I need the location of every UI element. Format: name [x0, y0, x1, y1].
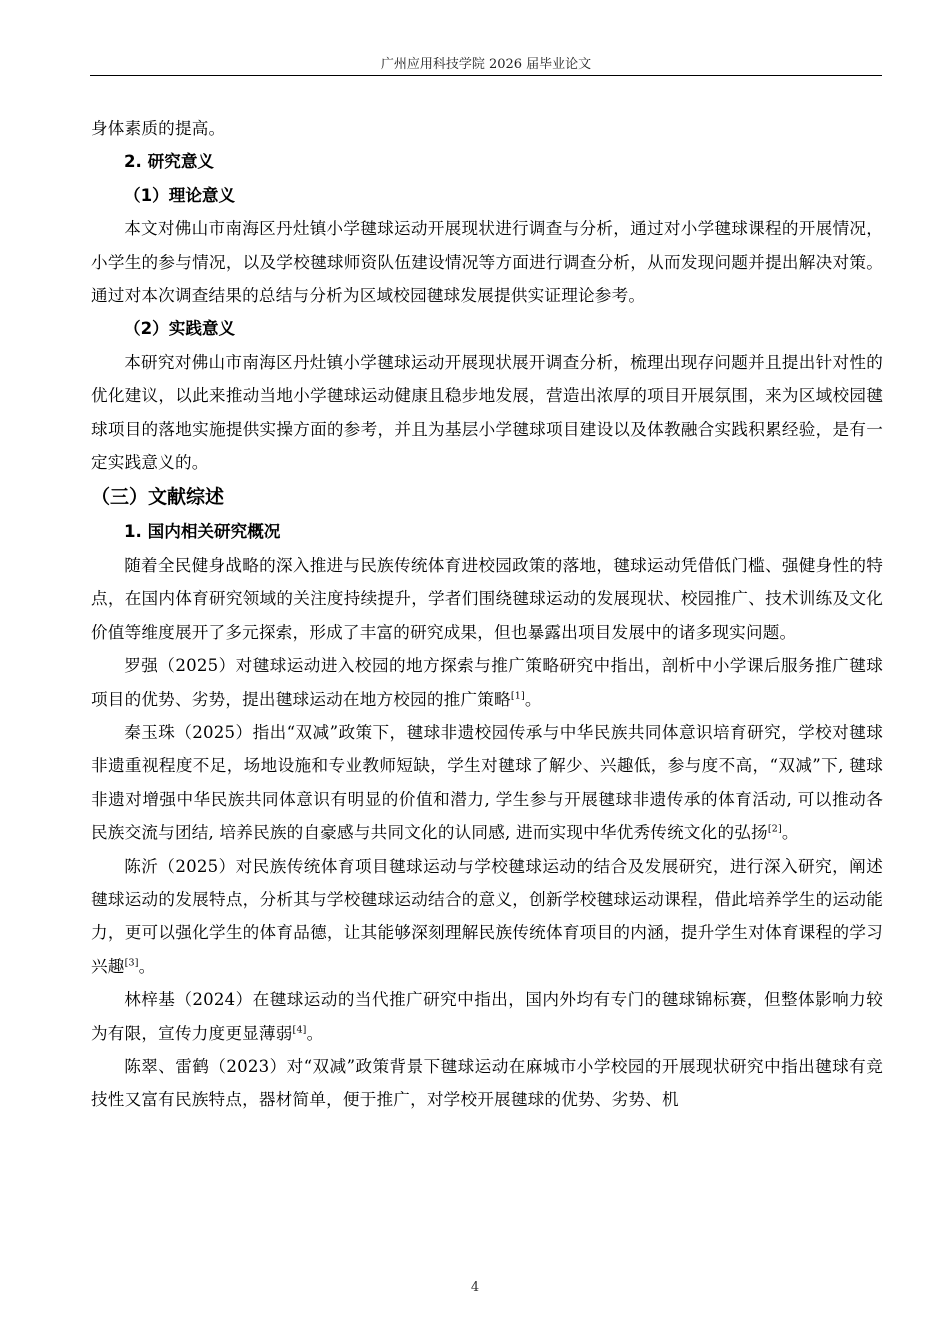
paragraph-practical-significance: 本研究对佛山市南海区丹灶镇小学毽球运动开展现状展开调查分析，梳理出现存问题并且提出针对性的优化建议，以此来推动当地小学毽球运动健康且稳步地发展，营造出浓厚的项目开展氛围，来为区域校园毽球项目的落地实施提供实操方面的参考，并且为基层小学毽球项目建设以及体教融合实践积累经验，是有一定实践意义的。	[91, 352, 883, 473]
paragraph-reference-2	[91, 716, 883, 850]
citation-4: [4]	[292, 1024, 307, 1036]
reference-2-text: 秦玉珠（2025）指出“双减”政策下，毽球非遗校园传承与中华民族共同体意识培育研究，学校对毽球非遗重视程度不足，场地设施和专业教师短缺，学生对毽球了解少、兴趣低，参与度不高，“双减”下, 毽球非遗对增强中华民族共同体意识有明显的价值和潜力, 学生参与开展毽球非遗传承的体育活动, 可以推动各民族交流与团结, 培养民族的自豪感与共同文化的认同感, 进而实现中华优秀传统文化的弘扬	[91, 722, 883, 843]
paragraph-reference-4	[91, 983, 883, 1050]
period-1: 。	[524, 689, 542, 709]
citation-1: [1]	[510, 689, 525, 701]
paragraph-theoretical-significance: 本文对佛山市南海区丹灶镇小学毽球运动开展现状进行调查与分析，通过对小学毽球课程的开展情况，小学生的参与情况，以及学校毽球师资队伍建设情况等方面进行调查分析，从而发现问题并提出解决对策。通过对本次调查结果的总结与分析为区域校园毽球发展提供实证理论参考。	[91, 219, 883, 306]
document-body	[91, 112, 883, 1117]
page-number: 4	[470, 1280, 480, 1295]
period-2: 。	[781, 823, 799, 843]
heading-research-significance: 2. 研究意义	[124, 152, 215, 172]
header-rule	[90, 75, 882, 76]
reference-1-text: 罗强（2025）对毽球运动进入校园的地方探索与推广策略研究中指出，剖析中小学课后服务推广毽球项目的优势、劣势，提出毽球运动在地方校园的推广策略	[91, 656, 883, 709]
paragraph-domestic-intro: 随着全民健身战略的深入推进与民族传统体育进校园政策的落地，毽球运动凭借低门槛、强健身性的特点，在国内体育研究领域的关注度持续提升，学者们围绕毽球运动的发展现状、校园推广、技术训练及文化价值等维度展开了多元探索，形成了丰富的研究成果，但也暴露出项目发展中的诸多现实问题。	[91, 555, 883, 642]
reference-3-text: 陈沂（2025）对民族传统体育项目毽球运动与学校毽球运动的结合及发展研究，进行深入研究，阐述毽球运动的发展特点，分析其与学校毽球运动结合的意义，创新学校毽球运动课程，借此培养学生的运动能力，更可以强化学生的体育品德，让其能够深刻理解民族传统体育项目的内涵，提升学生对体育课程的学习兴趣	[91, 856, 883, 976]
reference-4-text: 林梓基（2024）在毽球运动的当代推广研究中指出，国内外均有专门的毽球锦标赛，但整体影响力较为有限，宣传力度更显薄弱	[91, 990, 883, 1043]
period-4: 。	[306, 1023, 324, 1043]
heading-theoretical-significance: （1）理论意义	[124, 185, 236, 205]
citation-3: [3]	[124, 957, 139, 969]
heading-literature-review: （三）文献综述	[91, 486, 225, 509]
heading-domestic-research: 1. 国内相关研究概况	[124, 522, 281, 542]
heading-practical-significance: （2）实践意义	[124, 319, 236, 339]
paragraph-reference-1	[91, 649, 883, 716]
citation-2: [2]	[767, 823, 782, 835]
paragraph-reference-3	[91, 850, 883, 984]
paragraph-continuation: 身体素质的提高。	[91, 119, 226, 138]
paragraph-reference-5: 陈翠、雷鹤（2023）对“双减”政策背景下毽球运动在麻城市小学校园的开展现状研究中指出毽球有竞技性又富有民族特点，器材简单，便于推广，对学校开展毽球的优势、劣势、机	[91, 1056, 883, 1110]
page-header: 广州应用科技学院 2026 届毕业论文	[380, 57, 592, 72]
period-3: 。	[138, 956, 156, 976]
